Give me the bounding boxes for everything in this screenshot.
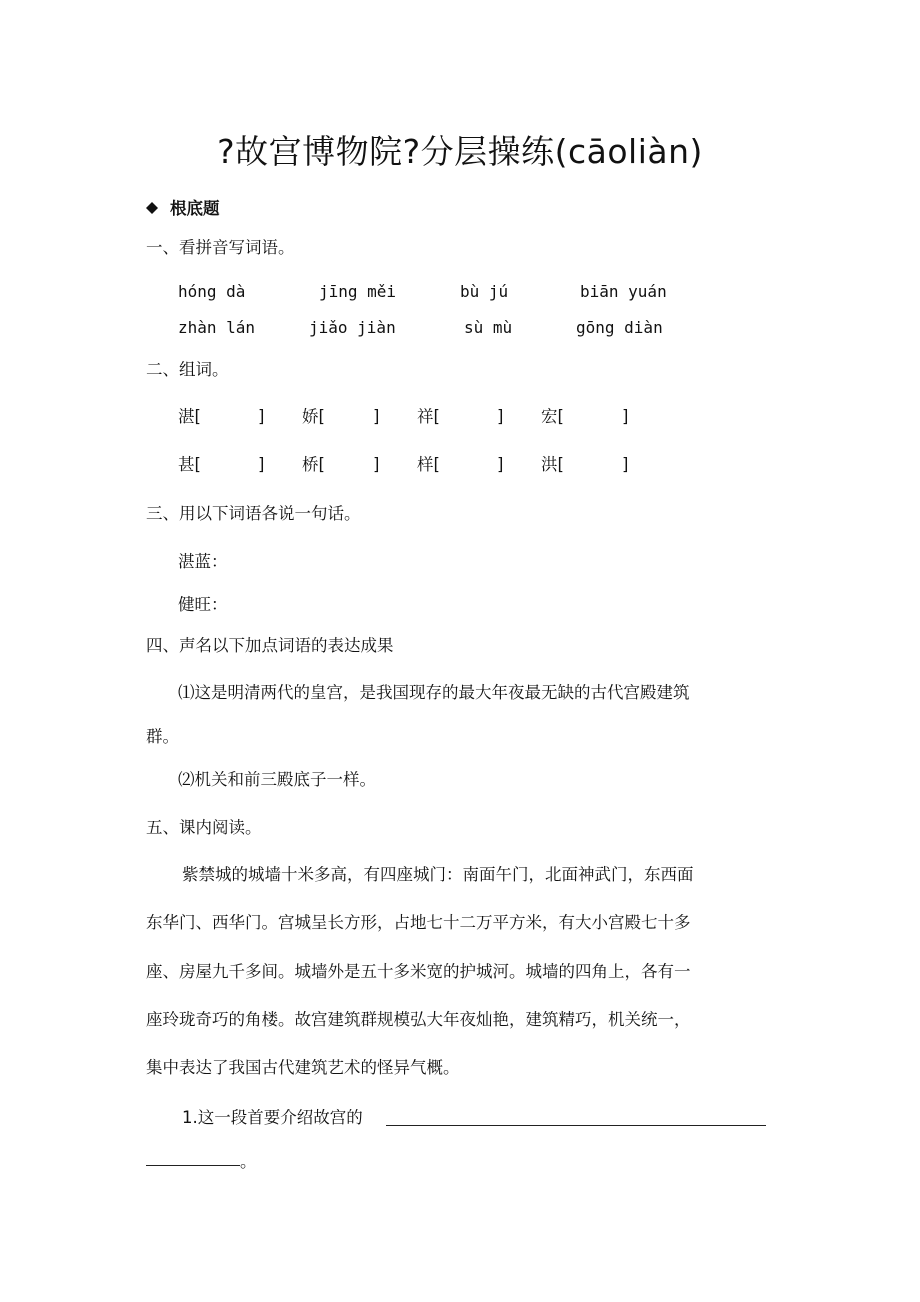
word-group-2-1: 甚[ — [178, 455, 201, 474]
word-group-2-2: 桥[ — [302, 455, 325, 474]
word-group-2-4: 洪[ — [541, 455, 564, 474]
q5-question-1-end: 。 — [240, 1152, 257, 1171]
q5-heading: 五、课内阅读。 — [146, 818, 262, 837]
bracket-close-1-1: ] — [258, 407, 265, 426]
word-group-1-4: 宏[ — [541, 407, 564, 426]
bracket-close-2-3: ] — [497, 455, 504, 474]
q4-item-2: ⑵机关和前三殿底子一样。 — [178, 770, 376, 789]
q4-item-1-cont: 群。 — [146, 727, 179, 746]
q3-heading: 三、用以下词语各说一句话。 — [146, 504, 361, 523]
word-group-2-3: 样[ — [417, 455, 440, 474]
pinyin-1-3: bù jú — [460, 282, 509, 301]
pinyin-2-3: sù mù — [464, 318, 513, 337]
pinyin-1-4: biān yuán — [580, 282, 667, 301]
q5-question-1: 1.这一段首要介绍故宫的 — [182, 1108, 363, 1127]
answer-blank-line — [386, 1125, 766, 1126]
bracket-close-2-2: ] — [373, 455, 380, 474]
q3-item-1: 湛蓝： — [178, 552, 228, 571]
pinyin-1-2: jīng měi — [319, 282, 397, 301]
q4-item-1: ⑴这是明清两代的皇宫，是我国现存的最大年夜最无缺的古代宫殿建筑 — [178, 683, 690, 702]
section-basic — [146, 195, 220, 219]
passage-line: 座玲珑奇巧的角楼。故宫建筑群规模弘大年夜灿艳，建筑精巧，机关统一， — [146, 1010, 691, 1029]
bracket-close-1-3: ] — [497, 407, 504, 426]
bracket-close-1-4: ] — [622, 407, 629, 426]
word-group-1-3: 祥[ — [417, 407, 440, 426]
bracket-close-2-4: ] — [622, 455, 629, 474]
q1-heading: 一、看拼音写词语。 — [146, 238, 295, 257]
q4-heading: 四、声名以下加点词语的表达成果 — [146, 636, 394, 655]
passage-line: 紫禁城的城墙十米多高，有四座城门：南面午门，北面神武门，东西面 — [182, 865, 694, 884]
pinyin-2-1: zhàn lán — [178, 318, 256, 337]
word-group-1-2: 娇[ — [302, 407, 325, 426]
pinyin-2-2: jiǎo jiàn — [309, 318, 396, 337]
pinyin-1-1: hóng dà — [178, 282, 246, 301]
q2-heading: 二、组词。 — [146, 360, 229, 379]
q3-item-2: 健旺： — [178, 595, 228, 614]
bracket-close-1-2: ] — [373, 407, 380, 426]
passage-line: 集中表达了我国古代建筑艺术的怪异气概。 — [146, 1058, 460, 1077]
answer-blank-line — [146, 1165, 240, 1166]
bracket-close-2-1: ] — [258, 455, 265, 474]
word-group-1-1: 湛[ — [178, 407, 201, 426]
passage-line: 东华门、西华门。宫城呈长方形，占地七十二万平方米，有大小宫殿七十多 — [146, 913, 691, 932]
page-title: ?故宫博物院?分层操练(cāoliàn) — [217, 132, 703, 171]
diamond-bullet-icon — [146, 199, 158, 218]
pinyin-2-4: gōng diàn — [576, 318, 663, 337]
passage-line: 座、房屋九千多间。城墙外是五十多米宽的护城河。城墙的四角上，各有一 — [146, 962, 691, 981]
section-label: 根底题 — [170, 199, 220, 218]
